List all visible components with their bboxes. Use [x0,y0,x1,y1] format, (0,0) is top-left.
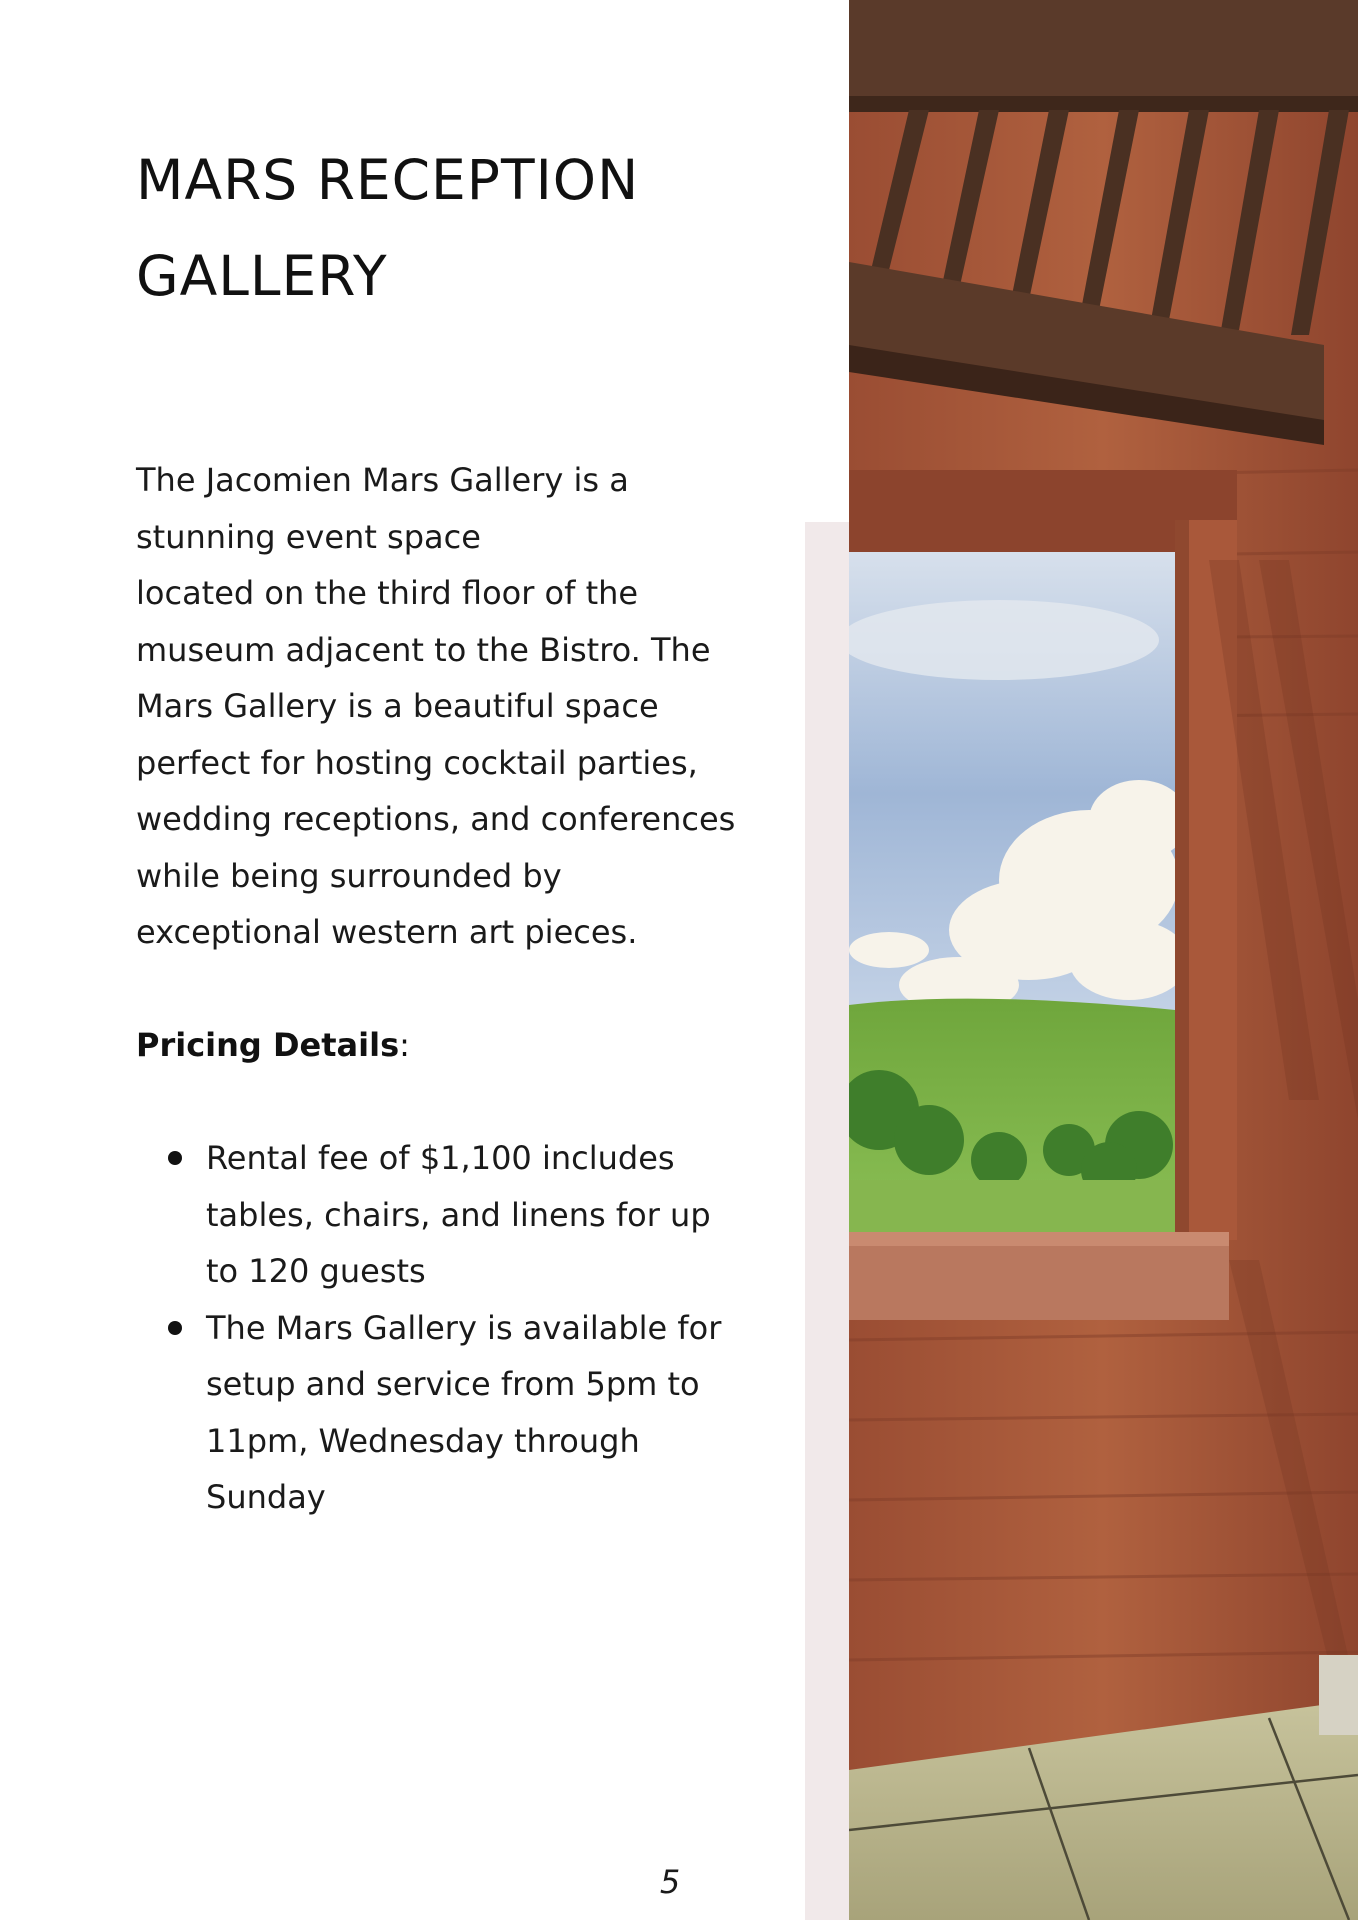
intro-line: The Jacomien Mars Gallery is a [136,461,629,499]
list-item-line: Rental fee of $1,100 includes [206,1139,675,1177]
list-item [136,1300,776,1526]
bullet-icon [168,1321,182,1335]
page-title-line-1: MARS RECEPTION [136,148,640,212]
list-item-line: Sunday [206,1478,326,1516]
pricing-heading-label: Pricing Details [136,1026,400,1064]
pricing-heading [136,1017,410,1074]
gallery-photo [849,0,1358,1920]
pricing-heading-colon: : [399,1026,410,1064]
intro-line: museum adjacent to the Bistro. The [136,630,711,669]
page-title-line-2: GALLERY [136,244,388,308]
intro-line: Mars Gallery is a beautiful space [136,687,659,725]
intro-line: exceptional western art pieces. [136,913,638,951]
list-item-line: setup and service from 5pm to [206,1365,700,1403]
accent-strip [805,522,849,1920]
gallery-photo-illustration [849,0,1358,1920]
page-title [136,132,776,324]
intro-line: wedding receptions, and conferences [136,800,736,838]
pricing-list [136,1130,776,1526]
list-item [136,1130,776,1300]
page-number: 5 [659,1863,681,1901]
intro-line: stunning event space [136,517,481,556]
list-item-line: to 120 guests [206,1252,426,1290]
list-item-line: 11pm, Wednesday through [206,1421,640,1460]
list-item-line: The Mars Gallery is available for [206,1308,722,1347]
bullet-icon [168,1151,182,1165]
intro-line: while being surrounded by [136,856,562,895]
intro-paragraph [136,452,776,961]
intro-line: perfect for hosting cocktail parties, [136,743,698,782]
list-item-line: tables, chairs, and linens for up [206,1195,711,1234]
intro-line: located on the third floor of the [136,574,639,612]
